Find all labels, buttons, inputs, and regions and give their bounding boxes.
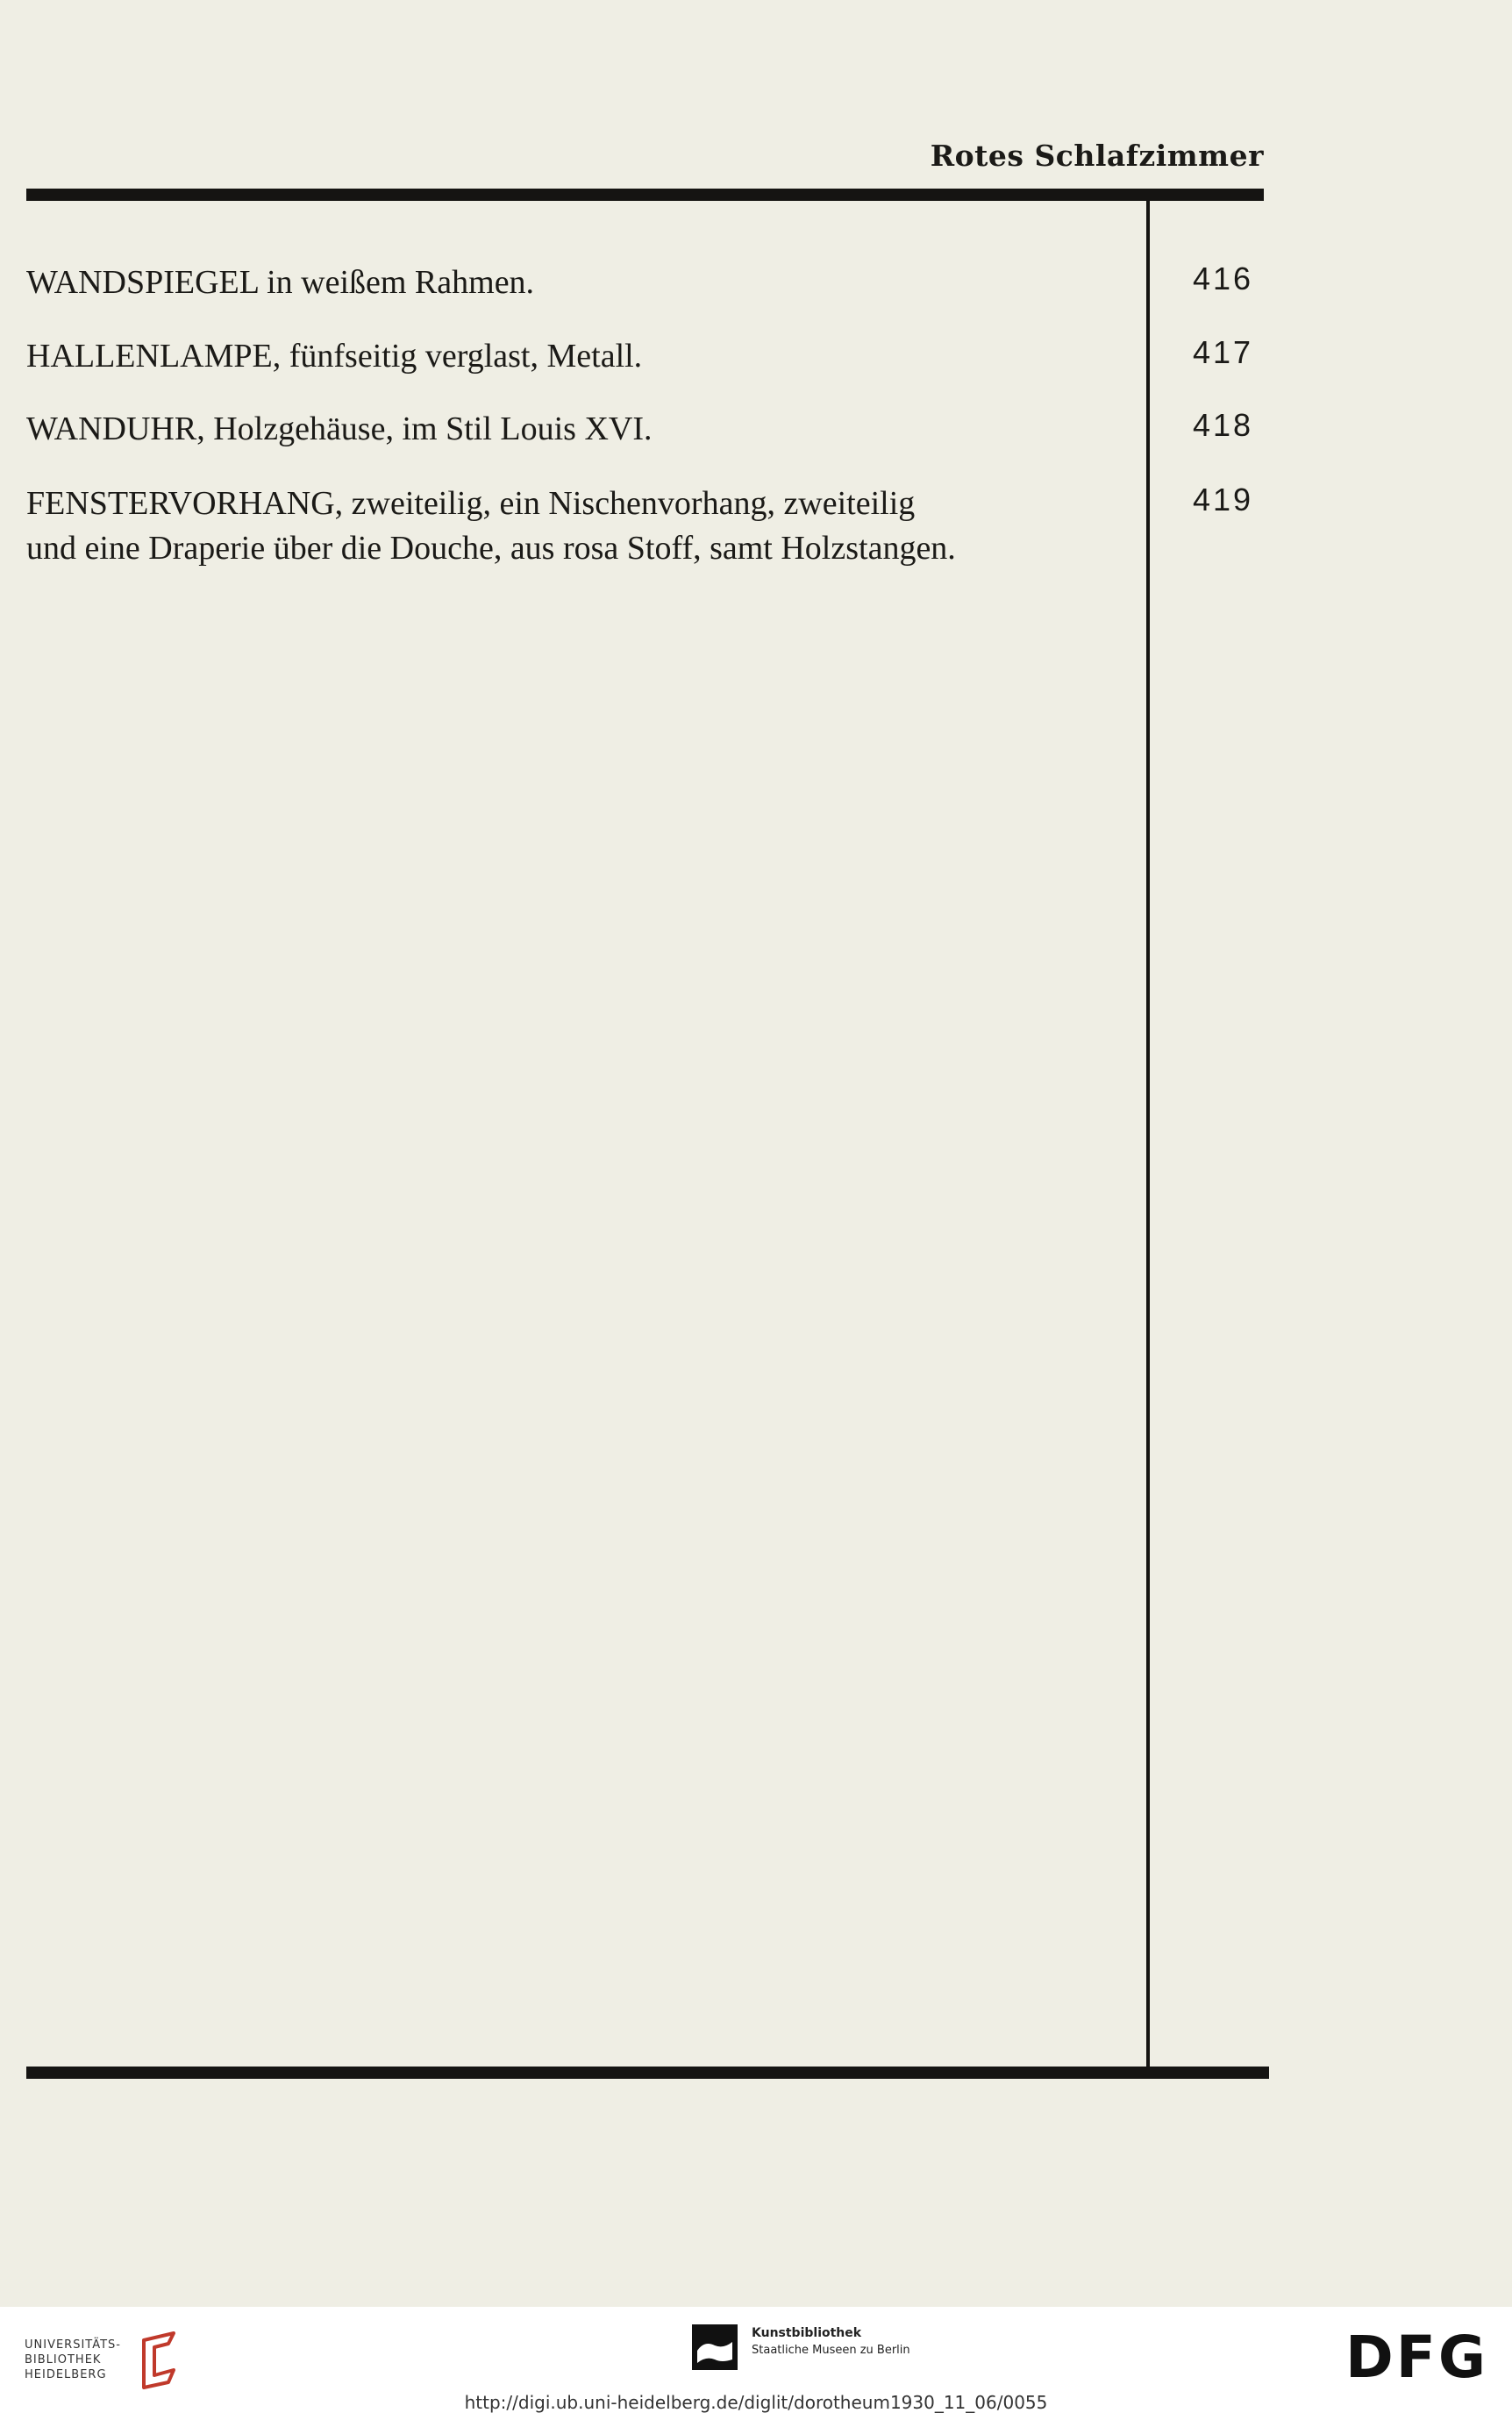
kunstbibliothek-logo-icon bbox=[692, 2324, 738, 2370]
column-divider bbox=[1146, 201, 1150, 2067]
entry-416: WANDSPIEGEL in weißem Rahmen. bbox=[26, 264, 535, 301]
ub-heidelberg-logo-icon bbox=[139, 2331, 182, 2389]
kunstbibliothek-text bbox=[752, 2326, 910, 2357]
ub-line-2: BIBLIOTHEK bbox=[25, 2353, 102, 2366]
lot-number-419: 419 bbox=[1193, 482, 1254, 518]
entry-417: HALLENLAMPE, fünfseitig verglast, Metall. bbox=[26, 338, 643, 375]
entry-419-line1: FENSTERVORHANG, zweiteilig, ein Nischenvorhang, zweiteilig bbox=[26, 485, 916, 522]
ub-line-3: HEIDELBERG bbox=[25, 2368, 107, 2381]
lot-number-416: 416 bbox=[1193, 261, 1254, 296]
ub-heidelberg-text bbox=[25, 2338, 121, 2382]
entry-419-line2: und eine Draperie über die Douche, aus rosa Stoff, samt Holzstangen. bbox=[26, 530, 956, 567]
entry-418: WANDUHR, Holzgehäuse, im Stil Louis XVI. bbox=[26, 410, 653, 447]
lot-number-418: 418 bbox=[1193, 407, 1254, 443]
source-url-link[interactable]: http://digi.ub.uni-heidelberg.de/diglit/dorotheum1930_11_06/0055 bbox=[464, 2392, 1048, 2413]
ub-line-1: UNIVERSITÄTS- bbox=[25, 2338, 121, 2352]
page-header: Rotes Schlafzimmer bbox=[930, 139, 1264, 173]
kb-title: Kunstbibliothek bbox=[752, 2326, 862, 2340]
bottom-rule bbox=[26, 2067, 1269, 2079]
dfg-logo: DFG bbox=[1345, 2324, 1489, 2391]
top-rule bbox=[26, 189, 1264, 201]
lot-number-417: 417 bbox=[1193, 334, 1254, 370]
kb-subtitle: Staatliche Museen zu Berlin bbox=[752, 2344, 910, 2357]
